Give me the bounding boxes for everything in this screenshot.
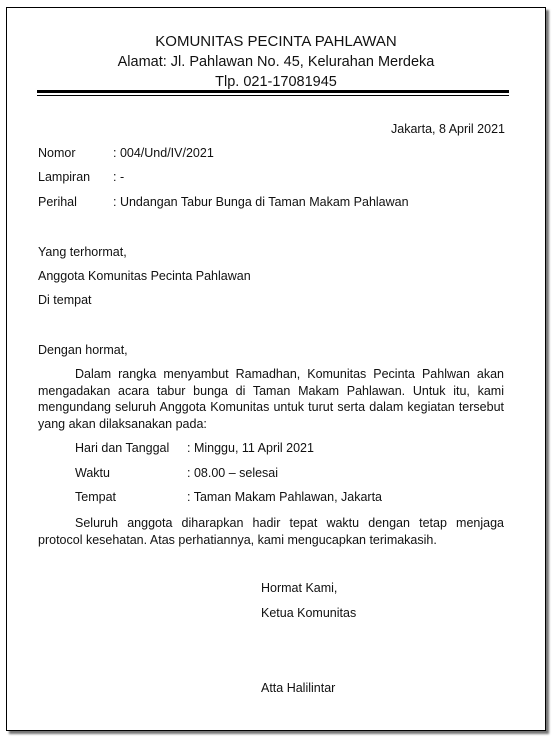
- recipient-name: Anggota Komunitas Pecinta Pahlawan: [38, 269, 251, 283]
- perihal-label: Perihal: [38, 195, 77, 209]
- closing-title: Ketua Komunitas: [261, 606, 357, 620]
- letter-date: Jakarta, 8 April 2021: [391, 122, 505, 136]
- place-label: Tempat: [75, 490, 116, 504]
- greeting: Dengan hormat,: [38, 343, 128, 357]
- place-value: : Taman Makam Pahlawan, Jakarta: [187, 490, 383, 504]
- body-paragraph-2-text: Seluruh anggota diharapkan hadir tepat waktu dengan tetap menjaga protocol kesehatan. Atas perhatiannya, kami mengucapkan terimakasih.: [38, 516, 504, 547]
- letter-page: [6, 7, 546, 731]
- organization-address: Alamat: Jl. Pahlawan No. 45, Kelurahan Merdeka: [117, 54, 435, 70]
- closing-regards: Hormat Kami,: [261, 581, 338, 595]
- day-value: : Minggu, 11 April 2021: [187, 441, 314, 455]
- signer-name: Atta Halilintar: [261, 681, 336, 695]
- lampiran-label: Lampiran: [38, 170, 91, 184]
- letterhead: [7, 32, 545, 92]
- body-paragraph-1: [38, 366, 504, 432]
- nomor-label: Nomor: [38, 146, 76, 160]
- nomor-value: : 004/Und/IV/2021: [113, 146, 214, 160]
- letterhead-thick-divider: [37, 90, 509, 93]
- time-label: Waktu: [75, 466, 110, 480]
- body-paragraph-2: [38, 515, 504, 548]
- perihal-value: : Undangan Tabur Bunga di Taman Makam Pahlawan: [113, 195, 409, 209]
- letterhead-thin-divider: [37, 95, 509, 96]
- body-paragraph-1-text: Dalam rangka menyambut Ramadhan, Komunitas Pecinta Pahlwan akan mengadakan acara tabur bunga di Taman Makam Pahlawan. Untuk itu, kami mengundang seluruh Anggota Komunitas untuk turut serta dalam kegiatan tersebut yang akan dilaksanakan pada:: [38, 367, 504, 431]
- organization-phone: Tlp. 021-17081945: [215, 74, 337, 90]
- recipient-place: Di tempat: [38, 293, 92, 307]
- time-value: : 08.00 – selesai: [187, 466, 279, 480]
- organization-name: KOMUNITAS PECINTA PAHLAWAN: [155, 33, 397, 50]
- day-label: Hari dan Tanggal: [75, 441, 170, 455]
- lampiran-value: : -: [113, 170, 125, 184]
- recipient-salutation: Yang terhormat,: [38, 245, 127, 259]
